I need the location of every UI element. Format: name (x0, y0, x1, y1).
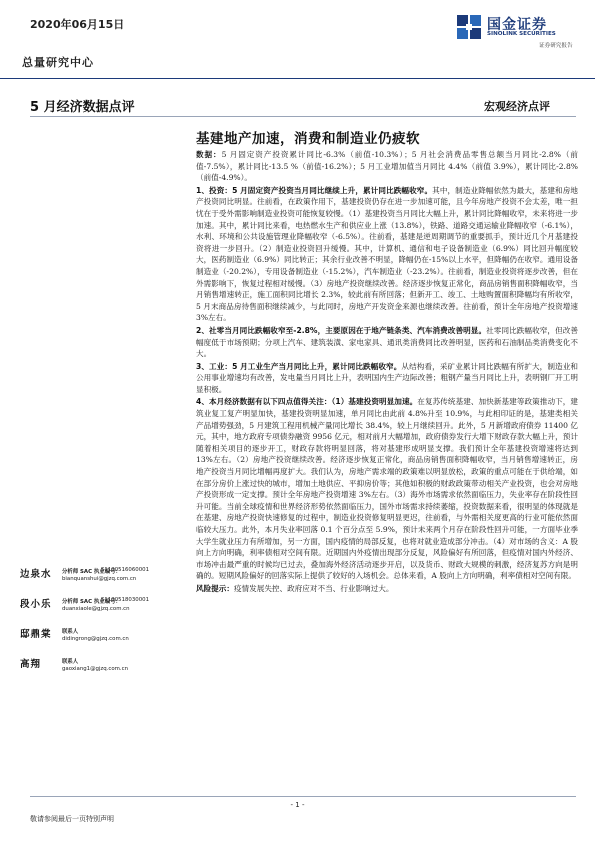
analyst-name: 段小乐 (20, 599, 52, 610)
paragraph-text: 其中，制造业降幅依然为最大，基建和房地产投资同比明显。往前看，在政策作用下，基建投资仍存在进一步加速可能，且今年房地产投资不会太差，唯一担忧在于受外需影响制造业投资可能恢复较慢。（1）基建投资当月同比大幅上升，累计同比降幅收窄，未来将进一步加速。其中，累计同比来看，电热燃水生产和供应业上涨（13.8%），铁路、道路交通运输业降幅收窄（-6.1%），水利、环境和公共设施管理业降幅收窄（-6.5%）。往前看，基建是逆周期调节的重要抓手，预计近几个月基建投资将进一步回升。（2）制造业投资回升缓慢。其中，计算机、通信和电子设备制造业（6.9%）同比回升幅度较大，医药制造业（6.9%）同比转正；其余行业改善不明显，降幅仍在-15%以上水平，但降幅仍在收窄。通用设备制造业（-20.2%），专用设备制造业（-15.2%），汽车制造业（-23.2%）。往前看，制造业投资将逐步改善，但在外需影响下，恢复过程相对缓慢。（3）房地产投资继续改善。经济逐步恢复正常化，商品房销售面积降幅收窄，当月销售增速转正，施工面积同比增长 2.3%，较此前有所回落；但新开工、竣工、土地购置面积降幅均有所收窄，5 月末商品房待售面积继续减少，与此同时，房地产开发资金来源也继续改善。往前看，预计全年房地产投资增速 3%左右。 (196, 185, 578, 323)
footer-divider (30, 796, 576, 797)
paragraph-lead: 3、工业：5 月工业生产当月同比上升，累计同比跌幅收窄。 (196, 361, 402, 371)
title-divider (30, 116, 576, 117)
report-title: 5 月经济数据点评 (30, 100, 135, 115)
analyst-name: 高翔 (20, 659, 42, 670)
logo-chinese-name: 国金证券 (487, 17, 547, 33)
paragraph-text: 从结构看，采矿业累计同比跌幅有所扩大，制造业和公用事业增速均有改善，发电量当月同比上升，表明国内生产边际改善；粗钢产量当月同比上升，表明钢厂开工明显积极。 (196, 361, 578, 394)
headline: 基建地产加速，消费和制造业仍疲软 (196, 131, 420, 147)
analyst-email[interactable]: bianquanshui@gjzq.com.cn (62, 576, 137, 582)
paragraph-investment (196, 185, 578, 324)
paragraph-retail (196, 325, 578, 360)
paragraph-text: 5 月固定资产投资累计同比-6.3%（前值-10.3%）；5 月社会消费品零售总额当月同比-2.8%（前值-7.5%），累计同比-13.5 %（前值-16.2%）；5 月工业增加值当月同比 4.4%（前值 3.9%），累计同比-2.8%（前值-4.9%）。 (196, 150, 579, 183)
company-logo (456, 12, 586, 50)
analyst-sac-number: S1130518030001 (101, 597, 150, 603)
paragraph-text: 社零同比跌幅收窄，但改善幅度低于市场预期；分项上汽车、建筑装潢、家电家具、通讯类消费同比改善明显，医药和石油制品类消费变化不大。 (196, 325, 578, 359)
analyst-role: 联系人 (62, 659, 79, 665)
report-body (196, 149, 578, 596)
disclaimer: 敬请参阅最后一页特别声明 (30, 815, 114, 823)
paragraph-lead: 4、本月经济数据有以下四点值得关注：（1）基建投资明显加速。 (196, 397, 418, 407)
paragraph-lead: 数据： (196, 150, 222, 159)
logo-subtitle: 证券研究报告 (539, 43, 573, 49)
paragraph-lead: 风险提示： (196, 583, 234, 593)
analyst-email[interactable]: didingrong@gjzq.com.cn (62, 636, 129, 642)
paragraph-data (196, 149, 578, 184)
paragraph-highlights (196, 396, 578, 582)
analyst-role: 分析师 SAC 执业编号： (62, 599, 121, 605)
analyst-sac-number: S1130516060001 (101, 567, 150, 573)
paragraph-industry (196, 361, 578, 396)
paragraph-lead: 1、投资：5 月固定资产投资当月同比继续上升，累计同比跌幅收窄。 (196, 185, 433, 195)
logo-english-name: SINOLINK SECURITIES (487, 31, 556, 37)
analyst-name: 邸鼎棠 (20, 629, 52, 640)
analyst-email[interactable]: duanxiaole@gjzq.com.cn (62, 606, 130, 612)
analyst-email[interactable]: gaoxiang1@gjzq.com.cn (62, 666, 128, 672)
report-date: 2020年06月15日 (30, 18, 125, 31)
analyst-role: 联系人 (62, 629, 79, 635)
header-divider (0, 78, 595, 79)
research-center: 总量研究中心 (22, 56, 94, 69)
analyst-role: 分析师 SAC 执业编号： (62, 569, 121, 575)
paragraph-text: 在复苏传统基建、加快新基建等政策推动下，建筑业复工复产明显加快，基建投资明显加速，单月同比由此前 4.8%升至 10.9%，与此相印证的是，基建类相关产品增势强劲，5 月建筑工程用机械产量同比增长 38.4%，较上月继续回升。此外，5 月新增政府债券 11400 亿元，其中，地方政府专项债券融资 9956 亿元，相对前月大幅增加，政府债券发行大增下财政存款大幅上升，预计随着相关项目的逐步开工，财政存款将明显回落，将对基建形成明显支撑。我们预计全年基建投资增速将达到 13%左右。（2）房地产投资继续改善。经济逐步恢复正常化，商品房销售面积降幅收窄，当月销售增速转正，房地产投资当月同比增幅再度扩大。我们认为，房地产需求端的政策难以明显放松，政策的重点可能在于供给端，如在部分房价上涨过快的城市，增加土地供应、平抑房价等；其他如积极的财政政策带动相关产业投资，也会对房地产投资形成一定支撑。预计全年房地产投资增速 3%左右。（3）海外市场需求依然面临压力，失业率存在阶段性回升可能。当前全球疫情和世界经济形势依然面临压力，国外市场需求持续萎缩，投资数据来看，很明显的体现就是在基建、房地产投资快速修复的过程中，制造业投资修复明显更迟，往前看，与外需相关度更高的行业可能依然面临较大压力。此外，本月失业率回落 0.1 个百分点至 5.9%，预计未来两个月存在阶段性回升可能，一方面毕业季大学生就业压力有所增加，另一方面，国内疫情的局部反复，也将对就业造成部分冲击。（4）对市场的含义：A 股向上方向明确，利率债相对空间有限。近期国内外疫情出现部分反复，风险偏好有所回落，但疫情对国内外经济、市场冲击最严重的时候均已过去，叠加海外经济活动逐步开启，以及货币、财政大规模的刺激，经济复苏方向是明确的。短期风险偏好的回落实际上提供了较好的入场机会。总体来看，A 股向上方向明确，利率债相对空间有限。 (196, 397, 579, 581)
paragraph-lead: 2、社零当月同比跌幅收窄至-2.8%，主要原因在于地产链条类、汽车消费改善明显。 (196, 325, 487, 335)
page-number: - 1 - (290, 801, 305, 809)
report-category: 宏观经济点评 (484, 100, 550, 113)
analyst-name: 边泉水 (20, 569, 52, 580)
sinolink-logo-icon (456, 14, 482, 40)
paragraph-risk (196, 583, 578, 595)
paragraph-text: 疫情发展失控、政府应对不当、行业影响过大。 (233, 583, 394, 593)
